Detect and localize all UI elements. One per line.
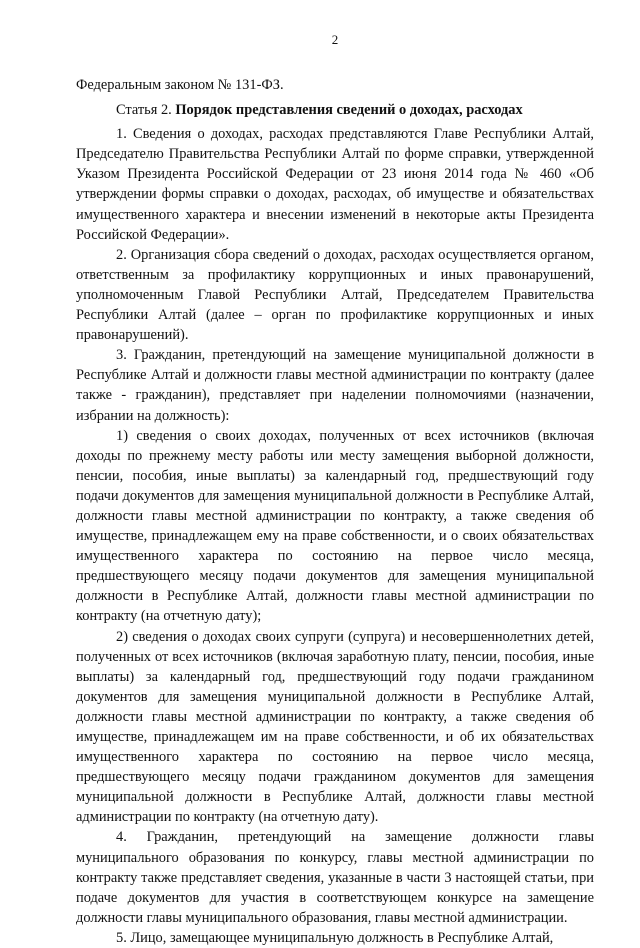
paragraph-1: 1. Сведения о доходах, расходах представляются Главе Республики Алтай, Председателю Правительства Республики Алтай по форме справки, утвержденной Указом Президента Российской Федерации от 23 июня 2014 года № 460 «Об утверждении формы справки о доходах, расходах, об имуществе и обязательствах имущественного характера и внесении изменений в некоторые акты Президента Российской Федерации». bbox=[76, 126, 594, 243]
sub-item-2: 2) сведения о доходах своих супруги (супруга) и несовершеннолетних детей, полученных от всех источников (включая заработную плату, пенсии, пособия, иные выплаты) за календарный год, предшествующий году подачи гражданином документов для замещения муниципальной должности в Республике Алтай, должности главы местной администрации по контракту, а также сведения об имуществе, принадлежащем им на праве собственности, и об их обязательствах имущественного характера по состоянию на первое число месяца, предшествующего месяцу подачи гражданином документов для замещения муниципальной должности в Республике Алтай, должности главы местной администрации по контракту (на отчетную дату). bbox=[76, 628, 594, 826]
article-number: Статья 2. bbox=[116, 102, 172, 119]
paragraph-5: 5. Лицо, замещающее муниципальную должность в Республике Алтай, bbox=[116, 929, 554, 946]
sub-item-1: 1) сведения о своих доходах, полученных от всех источников (включая доходы по прежнему месту работы или месту замещения выборной должности, пенсии, пособия, иные выплаты) за календарный год, предшествующий году подачи документов для замещения муниципальной должности в Республике Алтай, должности главы местной администрации по контракту, а также сведения об имуществе, принадлежащем ему на праве собственности, и о своих обязательствах имущественного характера по состоянию на первое число месяца, предшествующего месяцу подачи документов для замещения муниципальной должности в Республике Алтай, должности главы местной администрации по контракту (на отчетную дату); bbox=[76, 427, 594, 625]
article-heading bbox=[76, 100, 594, 120]
document-body bbox=[76, 75, 594, 948]
paragraph-3: 3. Гражданин, претендующий на замещение муниципальной должности в Республике Алтай и должности главы местной администрации по контракту (далее также - гражданин), представляет при наделении полномочиями (назначении, избрании на должность): bbox=[76, 347, 594, 424]
continuation-line: Федеральным законом № 131-ФЗ. bbox=[76, 77, 284, 93]
article-title: Порядок представления сведений о доходах, расходах bbox=[175, 102, 523, 119]
paragraph-4: 4. Гражданин, претендующий на замещение должности главы муниципального образования по конкурсу, главы местной администрации по контракту также представляет сведения, указанные в части 3 настоящей статьи, при подаче документов для участия в соответствующем конкурсе на замещение должности главы муниципального образования, главы местной администрации. bbox=[76, 829, 594, 926]
page-number: 2 bbox=[331, 32, 339, 47]
paragraph-2: 2. Организация сбора сведений о доходах, расходах осуществляется органом, ответственным за профилактику коррупционных и иных правонарушений, уполномоченным Главой Республики Алтай, Председателем Правительства Республики Алтай (далее – орган по профилактике коррупционных и иных правонарушений). bbox=[76, 246, 594, 344]
